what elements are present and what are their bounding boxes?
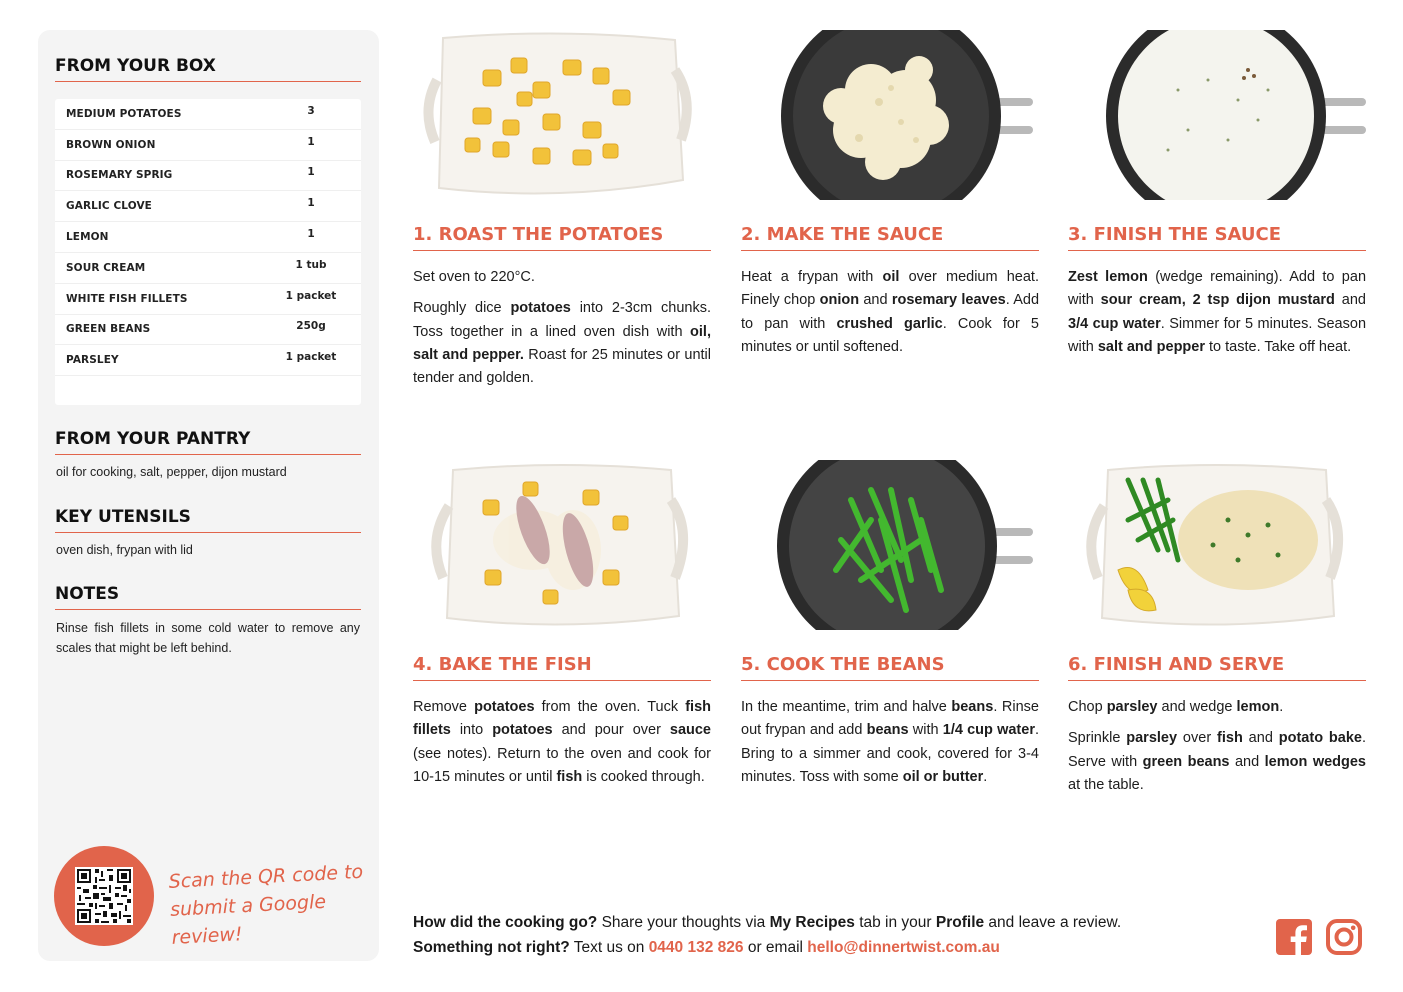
footer-text: and leave a review. xyxy=(984,914,1122,931)
instruction-text: Heat a frypan with xyxy=(741,269,883,285)
instruction-text: (wedge remaining). Add to pan with xyxy=(1068,269,1367,309)
ingredient-emphasis: beans xyxy=(951,699,994,715)
recipe-step-1 xyxy=(413,30,711,430)
instruction-text: . Add to pan with xyxy=(741,292,1040,332)
instruction-text: . Rinse out frypan and add xyxy=(741,699,1039,739)
ingredient-name: LEMON xyxy=(66,231,109,244)
ingredient-emphasis: crushed garlic xyxy=(836,315,943,332)
ingredient-row xyxy=(55,99,361,130)
qr-caption-line2: submit a Google review! xyxy=(169,890,327,949)
instruction-text: . Bring to a simmer and cook, covered for 3-4 minutes. Toss with some xyxy=(741,722,1039,785)
ingredient-emphasis: potato bake xyxy=(1278,730,1362,747)
ingredient-emphasis: fish fillets xyxy=(413,699,711,739)
footer-text: tab in your xyxy=(854,914,936,931)
ingredient-emphasis: salt and pepper xyxy=(1097,338,1205,355)
ingredient-row xyxy=(55,315,361,346)
green-beans-in-frypan-icon xyxy=(741,460,1039,630)
footer-question: How did the cooking go? xyxy=(413,914,598,931)
ingredient-emphasis: 1/4 cup water xyxy=(942,722,1035,739)
instruction-text: Roughly dice xyxy=(413,300,511,317)
notes-heading: NOTES xyxy=(55,584,361,610)
instruction-text: over xyxy=(1177,730,1218,747)
key-utensils-heading: KEY UTENSILS xyxy=(55,507,361,533)
ingredient-emphasis: green beans xyxy=(1142,753,1230,770)
ingredient-row xyxy=(55,130,361,161)
ingredient-emphasis: rosemary leaves xyxy=(891,292,1006,309)
ingredient-qty: 1 xyxy=(307,228,315,241)
ingredient-name: PARSLEY xyxy=(66,354,119,367)
step-paragraph xyxy=(413,266,711,289)
qr-code-icon[interactable] xyxy=(75,867,133,925)
ingredient-qty: 1 xyxy=(307,197,315,210)
ingredient-emphasis: parsley xyxy=(1126,730,1178,747)
footer-line-1 xyxy=(413,910,1233,935)
ingredient-row xyxy=(55,191,361,222)
my-recipes-link[interactable]: My Recipes xyxy=(769,914,855,931)
step-title: 5. COOK THE BEANS xyxy=(741,654,1039,681)
step-instructions xyxy=(413,266,711,398)
instruction-text: (see notes). Return to the oven and cook for 10-15 minutes or until xyxy=(413,745,711,785)
qr-badge[interactable] xyxy=(54,846,154,946)
step-instructions xyxy=(1068,696,1366,805)
ingredient-emphasis: beans xyxy=(866,722,909,739)
ingredient-emphasis: oil or butter xyxy=(902,768,984,785)
ingredient-row xyxy=(55,284,361,315)
ingredient-name: ROSEMARY SPRIG xyxy=(66,169,173,182)
step-paragraph xyxy=(1068,696,1366,719)
instruction-text: . xyxy=(983,768,988,785)
recipe-step-6 xyxy=(1068,460,1366,860)
instruction-text: over medium heat. Finely chop xyxy=(741,269,1039,309)
ingredient-name: SOUR CREAM xyxy=(66,261,146,274)
step-instructions xyxy=(741,696,1039,797)
ingredient-emphasis: sauce xyxy=(669,722,711,739)
instagram-icon[interactable] xyxy=(1325,918,1363,956)
instruction-text: at the table. xyxy=(1068,776,1144,793)
instruction-text: Chop xyxy=(1068,699,1107,715)
fish-bake-in-oven-dish-icon xyxy=(413,460,711,630)
ingredient-qty: 1 xyxy=(307,135,315,148)
ingredient-qty: 1 packet xyxy=(285,351,337,364)
instruction-text: and xyxy=(859,292,892,309)
profile-link[interactable]: Profile xyxy=(935,914,985,931)
ingredient-row xyxy=(55,161,361,192)
onion-in-frypan-icon xyxy=(741,30,1039,200)
ingredient-qty: 1 xyxy=(307,166,315,179)
instruction-text: and xyxy=(1334,292,1366,309)
step-instructions xyxy=(413,696,711,797)
instruction-text: Set oven to 220°C. xyxy=(413,269,535,285)
step-paragraph xyxy=(1068,727,1366,797)
recipe-step-2 xyxy=(741,30,1039,430)
ingredient-emphasis: parsley xyxy=(1106,699,1158,715)
ingredient-emphasis: oil xyxy=(882,269,900,285)
ingredient-emphasis: lemon xyxy=(1236,699,1280,715)
ingredient-emphasis: fish xyxy=(1217,730,1243,747)
ingredient-qty: 250g xyxy=(296,320,326,333)
step-instructions xyxy=(1068,266,1366,367)
ingredient-emphasis: oil, salt and pepper. xyxy=(413,323,711,363)
instruction-text: and xyxy=(1242,730,1279,747)
ingredient-name: BROWN ONION xyxy=(66,138,156,151)
ingredient-name: GREEN BEANS xyxy=(66,323,151,336)
ingredient-name: WHITE FISH FILLETS xyxy=(66,292,188,305)
ingredient-emphasis: potatoes xyxy=(474,699,535,715)
instruction-text: . Serve with xyxy=(1068,730,1367,770)
qr-caption-line1: Scan the QR code to xyxy=(168,860,364,893)
instruction-text: and pour over xyxy=(552,722,670,739)
footer-question-2: Something not right? xyxy=(413,939,570,956)
instruction-text: . Cook for 5 minutes or until softened. xyxy=(741,315,1039,355)
notes-text: Rinse fish fillets in some cold water to remove any scales that might be left behind. xyxy=(56,621,360,655)
instruction-text: In the meantime, trim and halve xyxy=(741,699,952,715)
pantry-text: oil for cooking, salt, pepper, dijon mustard xyxy=(56,465,287,479)
recipe-step-4 xyxy=(413,460,711,860)
footer-text: Text us on xyxy=(569,939,649,956)
step-title: 1. ROAST THE POTATOES xyxy=(413,224,711,251)
utensils-text: oven dish, frypan with lid xyxy=(56,543,193,557)
instruction-text: is cooked through. xyxy=(582,768,705,785)
instruction-text: into 2-3cm chunks. Toss together in a lined oven dish with xyxy=(413,300,711,340)
ingredient-emphasis: 3/4 cup water xyxy=(1068,315,1161,332)
facebook-icon[interactable] xyxy=(1275,918,1313,956)
instruction-text: . Simmer for 5 minutes. Season with xyxy=(1068,315,1367,355)
instruction-text: into xyxy=(450,722,493,739)
footer-text: or email xyxy=(743,939,808,956)
recipe-step-3 xyxy=(1068,30,1366,430)
step-paragraph xyxy=(1068,266,1366,359)
step-paragraph xyxy=(413,297,711,390)
ingredient-qty: 1 packet xyxy=(285,289,337,302)
ingredient-qty: 1 tub xyxy=(295,258,327,271)
ingredient-row xyxy=(55,253,361,284)
step-title: 2. MAKE THE SAUCE xyxy=(741,224,1039,251)
step-title: 3. FINISH THE SAUCE xyxy=(1068,224,1366,251)
potatoes-in-oven-dish-icon xyxy=(413,30,711,200)
instruction-text: Sprinkle xyxy=(1068,730,1127,747)
step-paragraph xyxy=(413,696,711,789)
ingredient-name: GARLIC CLOVE xyxy=(66,200,152,213)
step-paragraph xyxy=(741,266,1039,359)
email-link[interactable]: hello@dinnertwist.com.au xyxy=(807,939,1000,956)
recipe-step-5 xyxy=(741,460,1039,860)
instruction-text: Roast for 25 minutes or until tender and golden. xyxy=(413,346,711,387)
instruction-text: and wedge xyxy=(1157,699,1237,715)
instruction-text: . xyxy=(1279,699,1284,715)
ingredient-name: MEDIUM POTATOES xyxy=(66,107,182,120)
instruction-text: to taste. Take off heat. xyxy=(1205,338,1352,355)
ingredient-emphasis: Zest lemon xyxy=(1068,269,1148,285)
ingredients-sidebar xyxy=(38,30,379,961)
step-paragraph xyxy=(741,696,1039,789)
ingredients-table xyxy=(55,99,361,405)
footer-line-2 xyxy=(413,935,1233,960)
feedback-footer xyxy=(413,910,1233,960)
instruction-text: Remove xyxy=(413,699,475,715)
plated-dish-with-lemon-icon xyxy=(1068,460,1366,630)
instruction-text: with xyxy=(908,722,943,739)
step-title: 6. FINISH AND SERVE xyxy=(1068,654,1366,681)
footer-text: Share your thoughts via xyxy=(597,914,770,931)
ingredient-emphasis: potatoes xyxy=(510,300,571,317)
instruction-text: and xyxy=(1229,753,1265,770)
ingredient-row xyxy=(55,345,361,376)
qr-review-caption xyxy=(168,858,372,952)
from-your-pantry-heading: FROM YOUR PANTRY xyxy=(55,429,361,455)
instruction-text: from the oven. Tuck xyxy=(534,699,686,715)
step-instructions xyxy=(741,266,1039,367)
cream-sauce-in-frypan-icon xyxy=(1068,30,1366,200)
ingredient-row xyxy=(55,222,361,253)
ingredient-emphasis: potatoes xyxy=(492,722,553,739)
ingredient-emphasis: lemon wedges xyxy=(1264,753,1366,770)
ingredient-qty: 3 xyxy=(307,104,315,117)
from-your-box-heading: FROM YOUR BOX xyxy=(55,56,361,82)
ingredient-emphasis: onion xyxy=(819,292,860,309)
ingredient-emphasis: fish xyxy=(556,768,583,785)
ingredient-emphasis: sour cream, 2 tsp dijon mustard xyxy=(1100,292,1335,309)
phone-link[interactable]: 0440 132 826 xyxy=(648,939,744,956)
step-title: 4. BAKE THE FISH xyxy=(413,654,711,681)
